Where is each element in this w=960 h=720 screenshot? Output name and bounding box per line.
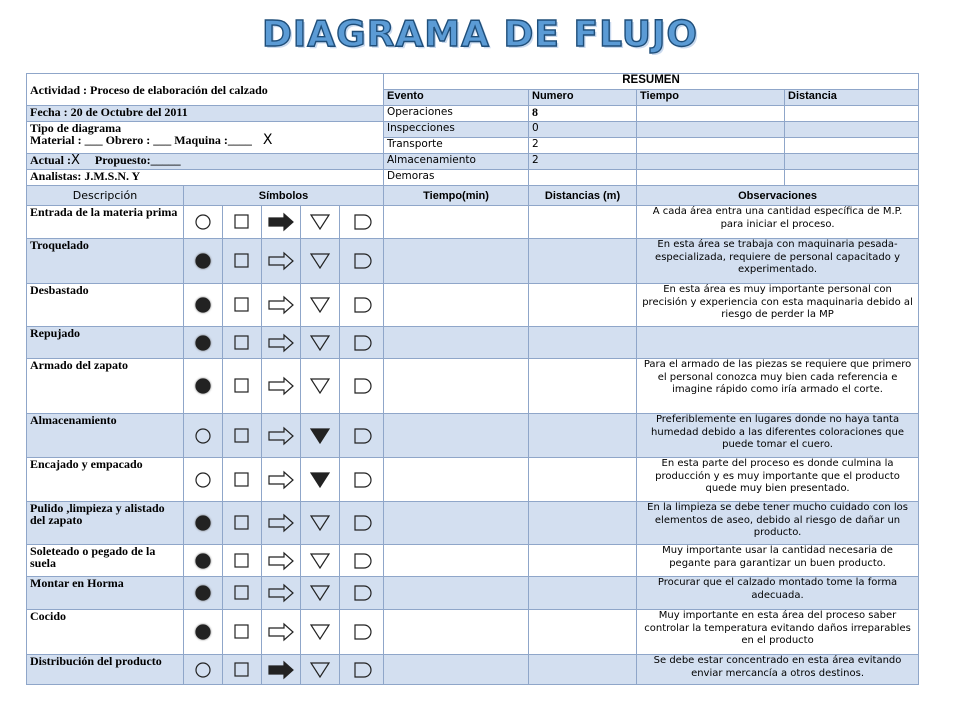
symbol-cell	[301, 458, 340, 502]
col-observaciones: Observaciones	[637, 186, 919, 206]
symbol-cell	[184, 284, 223, 327]
row-tiempo	[384, 502, 529, 545]
symbol-cell	[223, 545, 262, 577]
table-row	[27, 284, 919, 327]
symbol-cell	[223, 284, 262, 327]
symbol-cell	[301, 239, 340, 284]
operation-circle-icon	[193, 426, 213, 446]
row-distancia	[529, 414, 637, 458]
symbol-cell	[184, 502, 223, 545]
resumen-col-numero: Numero	[529, 90, 637, 106]
symbol-cell	[340, 577, 384, 610]
symbol-cell	[184, 359, 223, 414]
row-descripcion: Desbastado	[27, 284, 184, 327]
symbol-cell	[301, 502, 340, 545]
row-descripcion: Troquelado	[27, 239, 184, 284]
delay-d-icon	[351, 470, 373, 490]
symbol-cell	[262, 610, 301, 655]
material-mark: X	[262, 132, 273, 148]
row-observacion	[637, 327, 919, 359]
row-tiempo	[384, 655, 529, 685]
delay-d-icon	[351, 426, 373, 446]
row-tiempo	[384, 414, 529, 458]
symbol-cell	[223, 239, 262, 284]
transport-arrow-icon	[267, 376, 295, 396]
symbol-cell	[301, 327, 340, 359]
transport-arrow-icon	[267, 470, 295, 490]
storage-triangle-icon	[308, 212, 332, 232]
table-row	[27, 610, 919, 655]
storage-triangle-icon	[308, 660, 332, 680]
table-row	[27, 239, 919, 284]
inspection-square-icon	[232, 551, 252, 571]
row-observacion: En esta área es muy importante personal con precisión y experiencia con esta maquinaria debido al riesgo de perder la MP	[637, 284, 919, 327]
inspection-square-icon	[232, 513, 252, 533]
symbol-cell	[340, 545, 384, 577]
symbol-cell	[184, 458, 223, 502]
table-row	[27, 655, 919, 685]
resumen-col-distancia: Distancia	[785, 90, 919, 106]
transport-arrow-icon	[267, 333, 295, 353]
storage-triangle-icon	[308, 470, 332, 490]
actual-mark: X	[71, 153, 80, 168]
transport-arrow-icon	[267, 212, 295, 232]
row-tiempo	[384, 458, 529, 502]
storage-triangle-icon	[308, 251, 332, 271]
actual-cell	[27, 154, 384, 170]
symbol-cell	[223, 327, 262, 359]
delay-d-icon	[351, 295, 373, 315]
symbol-cell	[184, 327, 223, 359]
col-tiempo: Tiempo(min)	[384, 186, 529, 206]
resumen-numero: 2	[529, 138, 637, 154]
inspection-square-icon	[232, 251, 252, 271]
delay-d-icon	[351, 251, 373, 271]
symbol-cell	[301, 545, 340, 577]
resumen-numero: 2	[529, 154, 637, 170]
transport-arrow-icon	[267, 622, 295, 642]
resumen-evento: Almacenamiento	[384, 154, 529, 170]
resumen-evento: Demoras	[384, 170, 529, 186]
page-title: DIAGRAMA DE FLUJO	[262, 14, 698, 55]
row-descripcion: Cocido	[27, 610, 184, 655]
symbol-cell	[340, 239, 384, 284]
symbol-cell	[340, 327, 384, 359]
operation-circle-icon	[193, 622, 213, 642]
actual-label: Actual :	[30, 153, 71, 167]
table-row	[27, 458, 919, 502]
row-descripcion: Pulido ,limpieza y alistado del zapato	[27, 502, 184, 545]
delay-d-icon	[351, 660, 373, 680]
row-observacion: En esta área se trabaja con maquinaria pesada-especializada, requiere de personal capacitado y experimentado.	[637, 239, 919, 284]
row-observacion: Procurar que el calzado montado tome la forma adecuada.	[637, 577, 919, 610]
symbol-cell	[340, 655, 384, 685]
resumen-col-tiempo: Tiempo	[637, 90, 785, 106]
storage-triangle-icon	[308, 551, 332, 571]
resumen-evento: Operaciones	[384, 106, 529, 122]
row-tiempo	[384, 545, 529, 577]
resumen-evento: Inspecciones	[384, 122, 529, 138]
symbol-cell	[301, 284, 340, 327]
delay-d-icon	[351, 551, 373, 571]
inspection-square-icon	[232, 295, 252, 315]
inspection-square-icon	[232, 583, 252, 603]
storage-triangle-icon	[308, 622, 332, 642]
resumen-evento: Transporte	[384, 138, 529, 154]
row-descripcion: Encajado y empacado	[27, 458, 184, 502]
row-distancia	[529, 610, 637, 655]
symbol-cell	[184, 610, 223, 655]
row-distancia	[529, 655, 637, 685]
tipo-diagrama-label: Tipo de diagrama	[30, 121, 122, 135]
row-observacion: En la limpieza se debe tener mucho cuidado con los elementos de aseo, debido al riesgo de dañar un producto.	[637, 502, 919, 545]
symbol-cell	[301, 577, 340, 610]
row-observacion: A cada área entra una cantidad específica de M.P. para iniciar el proceso.	[637, 206, 919, 239]
symbol-cell	[340, 458, 384, 502]
delay-d-icon	[351, 376, 373, 396]
analistas-cell: Analistas: J.M.S.N. Y	[27, 170, 384, 186]
operation-circle-icon	[193, 295, 213, 315]
row-tiempo	[384, 239, 529, 284]
symbol-cell	[223, 610, 262, 655]
inspection-square-icon	[232, 622, 252, 642]
flow-diagram-sheet	[26, 73, 918, 686]
symbol-cell	[301, 414, 340, 458]
symbol-cell	[184, 414, 223, 458]
transport-arrow-icon	[267, 426, 295, 446]
inspection-square-icon	[232, 426, 252, 446]
row-descripcion: Armado del zapato	[27, 359, 184, 414]
symbol-cell	[262, 502, 301, 545]
row-distancia	[529, 458, 637, 502]
inspection-square-icon	[232, 333, 252, 353]
row-descripcion: Soleteado o pegado de la suela	[27, 545, 184, 577]
delay-d-icon	[351, 622, 373, 642]
process-table	[26, 185, 919, 685]
operation-circle-icon	[193, 660, 213, 680]
operation-circle-icon	[193, 551, 213, 571]
row-distancia	[529, 577, 637, 610]
inspection-square-icon	[232, 470, 252, 490]
symbol-cell	[223, 206, 262, 239]
table-row	[27, 359, 919, 414]
row-observacion: Muy importante en esta área del proceso saber controlar la temperatura evitando daños irreparables en el producto	[637, 610, 919, 655]
transport-arrow-icon	[267, 660, 295, 680]
operation-circle-icon	[193, 251, 213, 271]
row-observacion: Preferiblemente en lugares donde no haya tanta humedad debido a las diferentes coloraciones que puede tomar el cuero.	[637, 414, 919, 458]
operation-circle-icon	[193, 333, 213, 353]
row-tiempo	[384, 610, 529, 655]
operation-circle-icon	[193, 470, 213, 490]
operation-circle-icon	[193, 583, 213, 603]
inspection-square-icon	[232, 660, 252, 680]
row-distancia	[529, 359, 637, 414]
header-table	[26, 73, 919, 186]
symbol-cell	[223, 655, 262, 685]
symbol-cell	[262, 545, 301, 577]
symbol-cell	[262, 359, 301, 414]
symbol-cell	[340, 502, 384, 545]
row-descripcion: Repujado	[27, 327, 184, 359]
table-row	[27, 206, 919, 239]
symbol-cell	[184, 545, 223, 577]
inspection-square-icon	[232, 376, 252, 396]
symbol-cell	[262, 284, 301, 327]
transport-arrow-icon	[267, 583, 295, 603]
symbol-cell	[223, 458, 262, 502]
table-row	[27, 414, 919, 458]
propuesto-label: Propuesto:_____	[94, 153, 181, 167]
operation-circle-icon	[193, 212, 213, 232]
delay-d-icon	[351, 513, 373, 533]
row-distancia	[529, 284, 637, 327]
storage-triangle-icon	[308, 376, 332, 396]
row-tiempo	[384, 359, 529, 414]
row-descripcion: Distribución del producto	[27, 655, 184, 685]
row-descripcion: Montar en Horma	[27, 577, 184, 610]
symbol-cell	[301, 359, 340, 414]
col-simbolos: Símbolos	[184, 186, 384, 206]
resumen-numero: 0	[529, 122, 637, 138]
symbol-cell	[184, 206, 223, 239]
table-row	[27, 545, 919, 577]
row-distancia	[529, 206, 637, 239]
operation-circle-icon	[193, 513, 213, 533]
inspection-square-icon	[232, 212, 252, 232]
row-tiempo	[384, 284, 529, 327]
symbol-cell	[223, 414, 262, 458]
symbol-cell	[223, 502, 262, 545]
symbol-cell	[262, 239, 301, 284]
row-tiempo	[384, 327, 529, 359]
storage-triangle-icon	[308, 333, 332, 353]
actividad-cell: Actividad : Proceso de elaboración del calzado	[27, 74, 384, 106]
row-distancia	[529, 327, 637, 359]
transport-arrow-icon	[267, 295, 295, 315]
row-distancia	[529, 545, 637, 577]
row-descripcion: Almacenamiento	[27, 414, 184, 458]
symbol-cell	[262, 206, 301, 239]
symbol-cell	[184, 577, 223, 610]
symbol-cell	[184, 655, 223, 685]
resumen-title: RESUMEN	[384, 74, 919, 90]
col-descripcion: Descripción	[27, 186, 184, 206]
symbol-cell	[262, 458, 301, 502]
row-observacion: Muy importante usar la cantidad necesaria de pegante para garantizar un buen producto.	[637, 545, 919, 577]
symbol-cell	[301, 610, 340, 655]
symbol-cell	[223, 577, 262, 610]
table-row	[27, 502, 919, 545]
symbol-cell	[262, 577, 301, 610]
row-observacion: En esta parte del proceso es donde culmina la producción y es muy importante que el producto quede muy bien presentado.	[637, 458, 919, 502]
storage-triangle-icon	[308, 513, 332, 533]
symbol-cell	[340, 359, 384, 414]
symbol-cell	[262, 655, 301, 685]
delay-d-icon	[351, 583, 373, 603]
row-distancia	[529, 502, 637, 545]
storage-triangle-icon	[308, 583, 332, 603]
transport-arrow-icon	[267, 551, 295, 571]
symbol-cell	[340, 414, 384, 458]
transport-arrow-icon	[267, 513, 295, 533]
row-observacion: Para el armado de las piezas se requiere que primero el personal conozca muy bien cada referencia e imagine rápido como iría armado el corte.	[637, 359, 919, 414]
process-rows	[27, 206, 919, 685]
delay-d-icon	[351, 212, 373, 232]
table-row	[27, 327, 919, 359]
symbol-cell	[340, 610, 384, 655]
table-row	[27, 577, 919, 610]
symbol-cell	[340, 206, 384, 239]
symbol-cell	[301, 206, 340, 239]
row-observacion: Se debe estar concentrado en esta área evitando enviar mercancía a otros destinos.	[637, 655, 919, 685]
symbol-cell	[223, 359, 262, 414]
row-distancia	[529, 239, 637, 284]
delay-d-icon	[351, 333, 373, 353]
material-line: Material : ___ Obrero : ___ Maquina :____	[30, 133, 252, 147]
symbol-cell	[184, 239, 223, 284]
symbol-cell	[340, 284, 384, 327]
row-tiempo	[384, 577, 529, 610]
row-tiempo	[384, 206, 529, 239]
row-descripcion: Entrada de la materia prima	[27, 206, 184, 239]
col-distancias: Distancias (m)	[529, 186, 637, 206]
storage-triangle-icon	[308, 295, 332, 315]
storage-triangle-icon	[308, 426, 332, 446]
transport-arrow-icon	[267, 251, 295, 271]
tipo-diagrama-cell	[27, 122, 384, 154]
symbol-cell	[262, 414, 301, 458]
operation-circle-icon	[193, 376, 213, 396]
symbol-cell	[301, 655, 340, 685]
fecha-cell: Fecha : 20 de Octubre del 2011	[27, 106, 384, 122]
resumen-numero	[529, 170, 637, 186]
resumen-numero: 8	[529, 106, 637, 122]
resumen-col-evento: Evento	[384, 90, 529, 106]
symbol-cell	[262, 327, 301, 359]
